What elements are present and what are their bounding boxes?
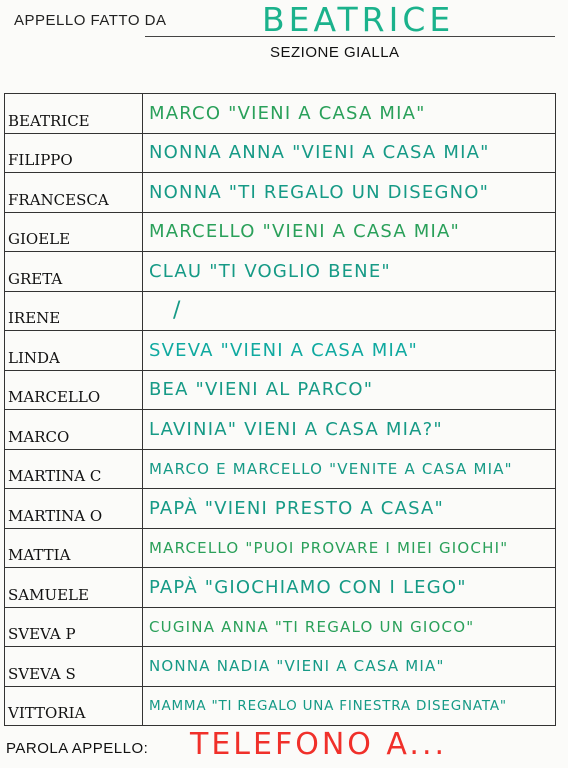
message-cell: BEA "VIENI AL PARCO" [143, 370, 556, 410]
child-name-cell [5, 173, 143, 213]
child-name-cell [5, 489, 143, 529]
child-name: GIOELE [8, 230, 71, 248]
section-name: SEZIONE GIALLA [270, 44, 400, 61]
message-cell: NONNA ANNA "VIENI A CASA MIA" [143, 133, 556, 173]
table-row [5, 449, 556, 489]
message-cell: PAPÀ "VIENI PRESTO A CASA" [143, 489, 556, 529]
child-name-cell [5, 370, 143, 410]
child-name-cell [5, 410, 143, 450]
child-name: FILIPPO [8, 151, 73, 169]
child-name: MATTIA [8, 546, 71, 564]
child-name: SVEVA P [8, 625, 76, 643]
message-cell: MAMMA "TI REGALO UNA FINESTRA DISEGNATA" [143, 686, 556, 726]
table-row [5, 489, 556, 529]
table-row [5, 568, 556, 608]
message-cell: PAPÀ "GIOCHIAMO CON I LEGO" [143, 568, 556, 608]
child-name: MARCELLO [8, 388, 101, 406]
child-name-cell [5, 212, 143, 252]
roll-call-word: TELEFONO A... [190, 727, 448, 762]
child-name-cell [5, 449, 143, 489]
table-row [5, 607, 556, 647]
child-name: MARCO [8, 427, 70, 446]
table-row [5, 212, 556, 252]
table-row [5, 370, 556, 410]
table-row [5, 331, 556, 371]
child-name-cell [5, 291, 143, 331]
child-name-cell [5, 607, 143, 647]
table-row [5, 647, 556, 687]
child-name: GRETA [8, 269, 63, 288]
table-row [5, 291, 556, 331]
child-name: IRENE [8, 309, 61, 327]
message-cell: NONNA "TI REGALO UN DISEGNO" [143, 173, 556, 213]
header-child-name: BEATRICE [262, 0, 455, 39]
child-name: SAMUELE [8, 585, 89, 604]
message-cell: MARCELLO "PUOI PROVARE I MIEI GIOCHI" [143, 528, 556, 568]
message-cell: MARCO E MARCELLO "VENITE A CASA MIA" [143, 449, 556, 489]
table-row [5, 133, 556, 173]
message-cell: NONNA NADIA "VIENI A CASA MIA" [143, 647, 556, 687]
message-cell: CUGINA ANNA "TI REGALO UN GIOCO" [143, 607, 556, 647]
footer-label: PAROLA APPELLO: [6, 740, 149, 757]
child-name-cell [5, 94, 143, 134]
child-name-cell [5, 133, 143, 173]
message-cell: LAVINIA" VIENI A CASA MIA?" [143, 410, 556, 450]
message-cell: MARCELLO "VIENI A CASA MIA" [143, 212, 556, 252]
child-name: FRANCESCA [8, 190, 109, 209]
table-row [5, 94, 556, 134]
message-cell: MARCO "VIENI A CASA MIA" [143, 94, 556, 134]
child-name: MARTINA C [8, 467, 102, 485]
child-name-cell [5, 528, 143, 568]
table-row [5, 528, 556, 568]
child-name: SVEVA S [8, 664, 76, 683]
attendance-table [4, 93, 556, 726]
header-label: APPELLO FATTO DA [14, 12, 167, 29]
child-name: VITTORIA [8, 704, 86, 722]
message-cell: SVEVA "VIENI A CASA MIA" [143, 331, 556, 371]
table-row [5, 173, 556, 213]
table-row [5, 252, 556, 292]
child-name-cell [5, 568, 143, 608]
table-row [5, 686, 556, 726]
child-name: LINDA [8, 348, 60, 367]
message-cell: CLAU "TI VOGLIO BENE" [143, 252, 556, 292]
table-row [5, 410, 556, 450]
child-name-cell [5, 252, 143, 292]
message-cell: / [143, 291, 556, 331]
child-name-cell [5, 686, 143, 726]
child-name-cell [5, 331, 143, 371]
child-name-cell [5, 647, 143, 687]
child-name: BEATRICE [8, 111, 90, 130]
child-name: MARTINA O [8, 506, 103, 525]
